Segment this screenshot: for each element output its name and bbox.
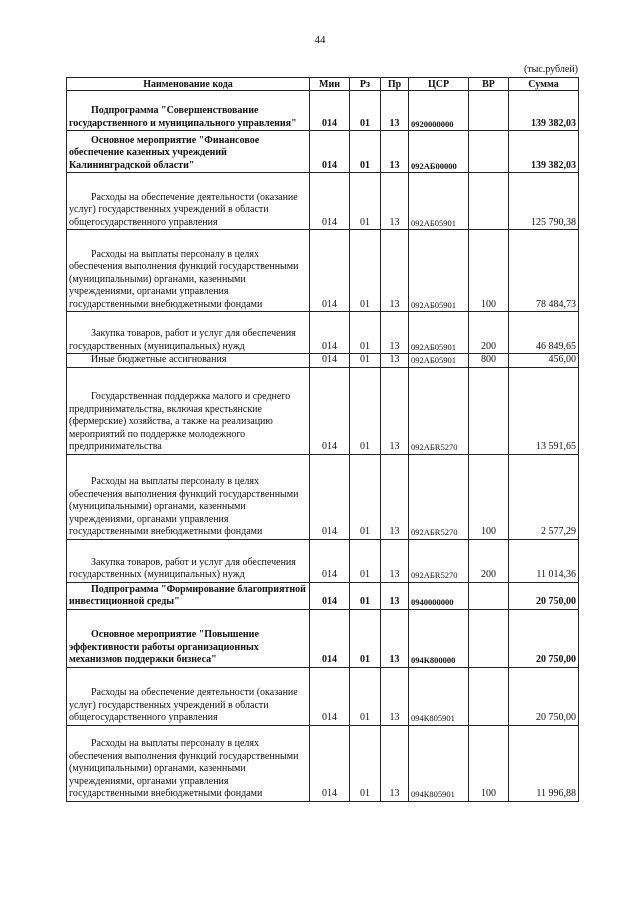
cell-pr: 13: [381, 312, 409, 354]
table-row: [67, 131, 579, 173]
cell-vr: [469, 131, 509, 173]
cell-rz: 01: [350, 131, 381, 173]
cell-rz: 01: [350, 609, 381, 667]
units-label: (тыс.рублей): [523, 64, 578, 75]
table-row: [67, 230, 579, 312]
cell-name: Расходы на обеспечение деятельности (оказание услуг) государственных учреждений в области общегосударственного управления: [67, 667, 310, 725]
cell-sum: 46 849,65: [509, 312, 579, 354]
cell-csr: 092АБR5270: [409, 454, 469, 539]
header-sum: Сумма: [509, 78, 579, 91]
cell-name: Расходы на обеспечение деятельности (оказание услуг) государственных учреждений в области общегосударственного управления: [67, 173, 310, 230]
cell-sum: 11 014,36: [509, 539, 579, 582]
budget-table: [66, 77, 579, 802]
cell-pr: 13: [381, 609, 409, 667]
cell-name: Государственная поддержка малого и среднего предпринимательства, включая крестьянские (фермерские) хозяйства, а также на реализацию мероприятий по поддержке молодежного предпринимательства: [67, 367, 310, 454]
cell-vr: 100: [469, 454, 509, 539]
cell-csr: 0940000000: [409, 582, 469, 609]
cell-csr: 094К805901: [409, 725, 469, 801]
cell-name: Иные бюджетные ассигнования: [67, 354, 310, 368]
table-row: [67, 354, 579, 368]
cell-csr: 094К805901: [409, 667, 469, 725]
cell-vr: [469, 91, 509, 131]
table-row: [67, 312, 579, 354]
cell-name: Расходы на выплаты персоналу в целях обеспечения выполнения функций государственными (муниципальными) органами, казенными учреждениями, органами управления государственными внебюджетными фондами: [67, 230, 310, 312]
table-body: [67, 91, 579, 802]
cell-min: 014: [310, 354, 350, 368]
cell-pr: 13: [381, 91, 409, 131]
cell-min: 014: [310, 454, 350, 539]
cell-sum: 2 577,29: [509, 454, 579, 539]
cell-name: Расходы на выплаты персоналу в целях обеспечения выполнения функций государственными (муниципальными) органами, казенными учреждениями, органами управления государственными внебюджетными фондами: [67, 454, 310, 539]
cell-name: Расходы на выплаты персоналу в целях обеспечения выполнения функций государственными (муниципальными) органами, казенными учреждениями, органами управления государственными внебюджетными фондами: [67, 725, 310, 801]
cell-sum: 78 484,73: [509, 230, 579, 312]
header-csr: ЦСР: [409, 78, 469, 91]
cell-sum: 139 382,03: [509, 91, 579, 131]
cell-sum: 20 750,00: [509, 609, 579, 667]
table-row: [67, 609, 579, 667]
table-row: [67, 667, 579, 725]
cell-min: 014: [310, 91, 350, 131]
cell-pr: 13: [381, 131, 409, 173]
cell-min: 014: [310, 539, 350, 582]
cell-rz: 01: [350, 539, 381, 582]
cell-rz: 01: [350, 582, 381, 609]
table-row: [67, 91, 579, 131]
cell-csr: 092АБ05901: [409, 173, 469, 230]
cell-rz: 01: [350, 312, 381, 354]
cell-vr: [469, 609, 509, 667]
cell-min: 014: [310, 131, 350, 173]
cell-min: 014: [310, 667, 350, 725]
cell-rz: 01: [350, 354, 381, 368]
table-row: [67, 539, 579, 582]
table-row: [67, 454, 579, 539]
cell-sum: 20 750,00: [509, 582, 579, 609]
cell-sum: 125 790,38: [509, 173, 579, 230]
cell-rz: 01: [350, 725, 381, 801]
cell-sum: 139 382,03: [509, 131, 579, 173]
table-row: [67, 582, 579, 609]
header-pr: Пр: [381, 78, 409, 91]
cell-csr: 092АБR5270: [409, 367, 469, 454]
cell-sum: 20 750,00: [509, 667, 579, 725]
cell-vr: 100: [469, 725, 509, 801]
cell-vr: 200: [469, 312, 509, 354]
table-header-row: [67, 78, 579, 91]
cell-vr: [469, 367, 509, 454]
cell-csr: 092АБ00000: [409, 131, 469, 173]
cell-name: Основное мероприятие "Повышение эффективности работы организационных механизмов поддержки бизнеса": [67, 609, 310, 667]
cell-name: Основное мероприятие "Финансовое обеспечение казенных учреждений Калининградской области": [67, 131, 310, 173]
cell-min: 014: [310, 230, 350, 312]
table-row: [67, 725, 579, 801]
cell-pr: 13: [381, 367, 409, 454]
cell-min: 014: [310, 609, 350, 667]
header-rz: Рз: [350, 78, 381, 91]
cell-csr: 092АБ05901: [409, 312, 469, 354]
cell-rz: 01: [350, 230, 381, 312]
cell-vr: 800: [469, 354, 509, 368]
cell-pr: 13: [381, 539, 409, 582]
header-min: Мин: [310, 78, 350, 91]
cell-min: 014: [310, 312, 350, 354]
cell-vr: [469, 582, 509, 609]
cell-vr: [469, 667, 509, 725]
cell-rz: 01: [350, 91, 381, 131]
cell-rz: 01: [350, 667, 381, 725]
cell-rz: 01: [350, 454, 381, 539]
cell-rz: 01: [350, 173, 381, 230]
cell-name: Подпрограмма "Формирование благоприятной инвестиционной среды": [67, 582, 310, 609]
cell-pr: 13: [381, 582, 409, 609]
cell-vr: [469, 173, 509, 230]
cell-csr: 094К800000: [409, 609, 469, 667]
cell-sum: 11 996,88: [509, 725, 579, 801]
cell-pr: 13: [381, 354, 409, 368]
header-name: Наименование кода: [67, 78, 310, 91]
cell-min: 014: [310, 173, 350, 230]
cell-min: 014: [310, 725, 350, 801]
cell-pr: 13: [381, 725, 409, 801]
cell-pr: 13: [381, 230, 409, 312]
cell-vr: 100: [469, 230, 509, 312]
cell-sum: 456,00: [509, 354, 579, 368]
cell-pr: 13: [381, 454, 409, 539]
cell-name: Закупка товаров, работ и услуг для обеспечения государственных (муниципальных) нужд: [67, 539, 310, 582]
cell-min: 014: [310, 582, 350, 609]
cell-pr: 13: [381, 173, 409, 230]
cell-csr: 092АБR5270: [409, 539, 469, 582]
cell-csr: 092АБ05901: [409, 230, 469, 312]
table-row: [67, 367, 579, 454]
page-number: 44: [314, 34, 326, 46]
cell-rz: 01: [350, 367, 381, 454]
cell-csr: 092АБ05901: [409, 354, 469, 368]
header-vr: ВР: [469, 78, 509, 91]
cell-min: 014: [310, 367, 350, 454]
cell-name: Подпрограмма "Совершенствование государственного и муниципального управления": [67, 91, 310, 131]
cell-csr: 0920000000: [409, 91, 469, 131]
table-row: [67, 173, 579, 230]
cell-vr: 200: [469, 539, 509, 582]
cell-name: Закупка товаров, работ и услуг для обеспечения государственных (муниципальных) нужд: [67, 312, 310, 354]
cell-pr: 13: [381, 667, 409, 725]
cell-sum: 13 591,65: [509, 367, 579, 454]
